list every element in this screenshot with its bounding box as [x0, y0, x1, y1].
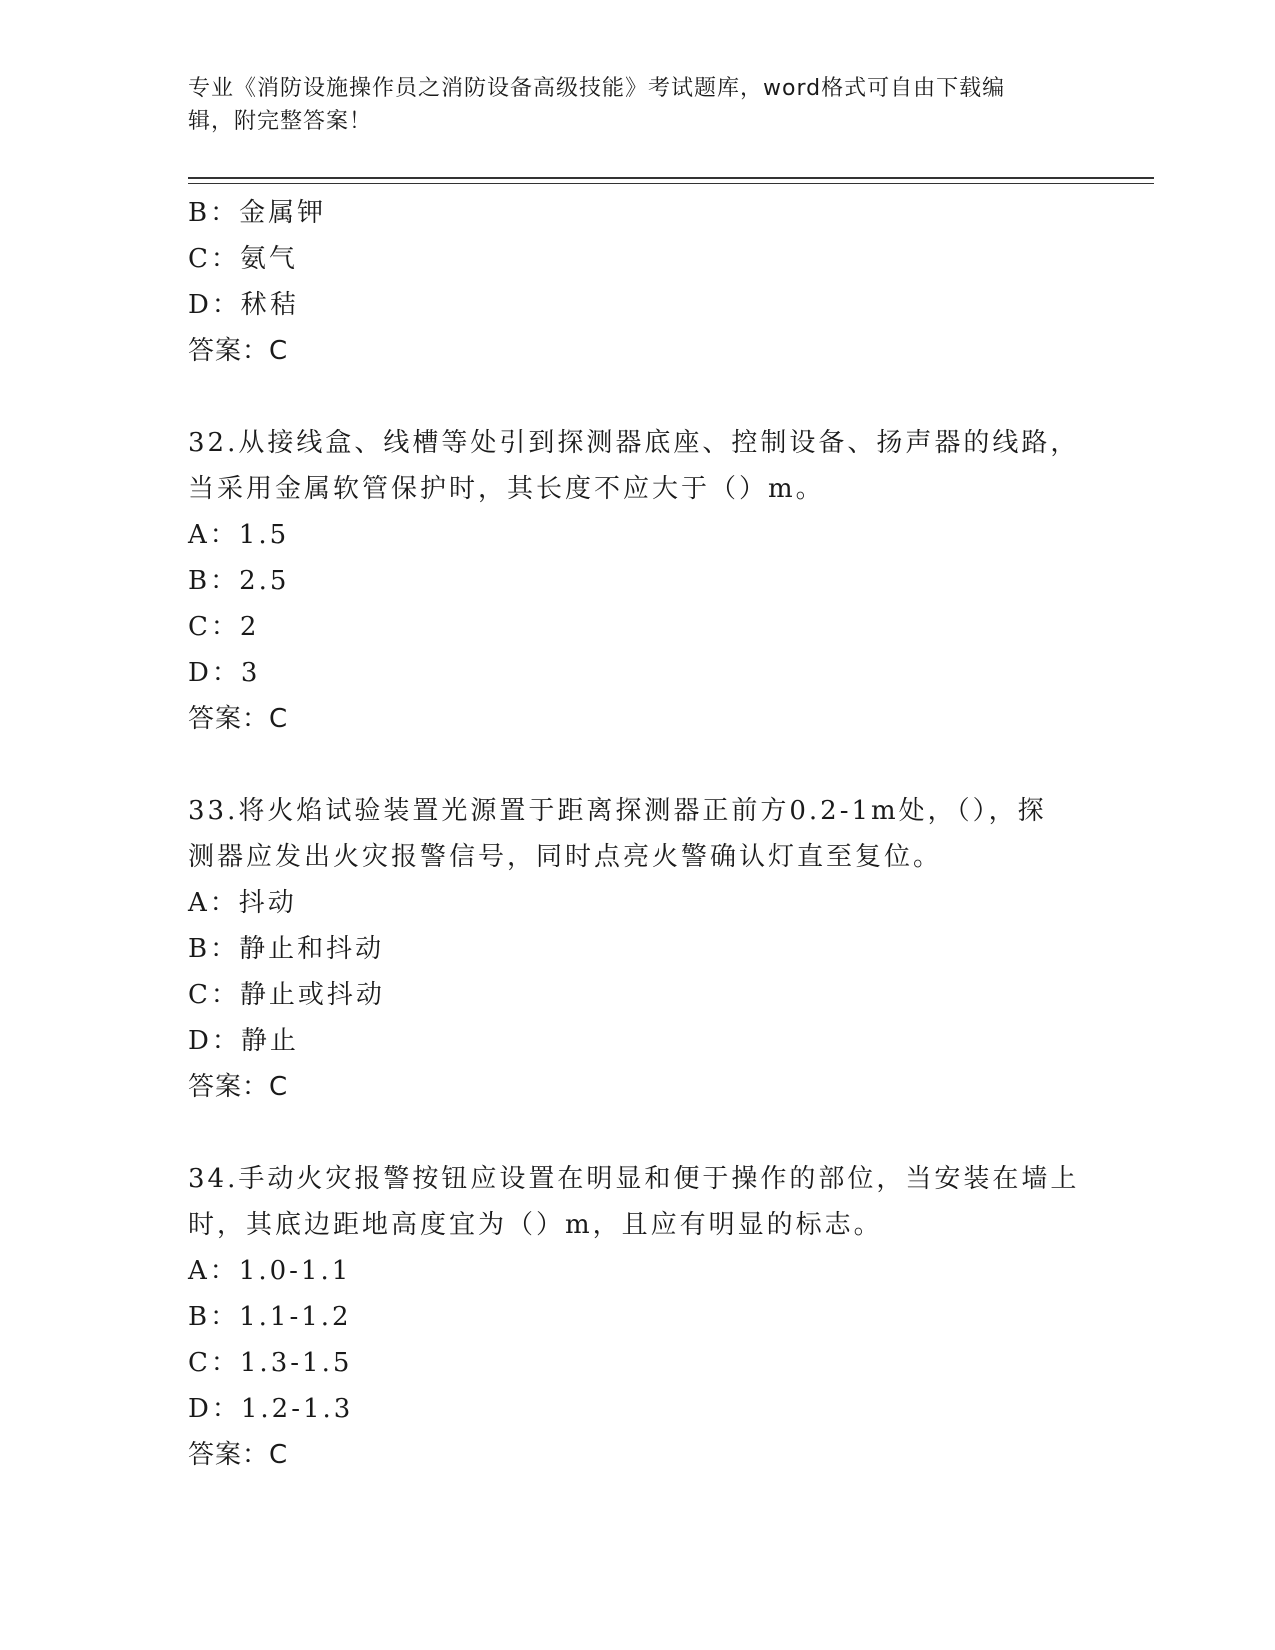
option-b: B：金属钾 [188, 198, 327, 228]
option-c: C：1.3-1.5 [188, 1348, 353, 1378]
header-line-2: 辑，附完整答案！ [188, 109, 373, 134]
question-stem-line-1: 33.将火焰试验装置光源置于距离探测器正前方0.2-1m处，（），探 [188, 796, 1047, 826]
option-c: C：2 [188, 612, 260, 642]
question-stem-line-1: 32.从接线盒、线槽等处引到探测器底座、控制设备、扬声器的线路， [188, 428, 1080, 458]
header-line-1: 专业《消防设施操作员之消防设备高级技能》考试题库，word格式可自由下载编 [188, 76, 1006, 101]
question-33 [188, 788, 1088, 1110]
question-stem-line-2: 测器应发出火灾报警信号，同时点亮火警确认灯直至复位。 [188, 842, 943, 872]
question-stem-line-1: 34.手动火灾报警按钮应设置在明显和便于操作的部位，当安装在墙上 [188, 1164, 1080, 1194]
option-a: A：1.5 [188, 520, 290, 550]
option-d: D：秫秸 [188, 290, 299, 320]
option-b: B：2.5 [188, 566, 290, 596]
option-b: B：1.1-1.2 [188, 1302, 352, 1332]
option-a: A：1.0-1.1 [188, 1256, 352, 1286]
option-b: B：静止和抖动 [188, 934, 385, 964]
question-31-continuation [188, 190, 1088, 374]
question-list [188, 190, 1088, 1478]
option-d: D：1.2-1.3 [188, 1394, 354, 1424]
header-divider-thin [188, 183, 1154, 184]
answer-line: 答案：C [188, 336, 289, 366]
option-d: D：静止 [188, 1026, 299, 1056]
header-divider-thick [188, 177, 1154, 179]
answer-line: 答案：C [188, 704, 289, 734]
option-d: D：3 [188, 658, 261, 688]
document-header [188, 72, 1078, 138]
question-34 [188, 1156, 1088, 1478]
option-a: A：抖动 [188, 888, 297, 918]
question-stem-line-2: 当采用金属软管保护时，其长度不应大于（）m。 [188, 474, 825, 504]
answer-line: 答案：C [188, 1440, 289, 1470]
question-stem-line-2: 时，其底边距地高度宜为（）m，且应有明显的标志。 [188, 1210, 883, 1240]
option-c: C：氨气 [188, 244, 298, 274]
answer-line: 答案：C [188, 1072, 289, 1102]
option-c: C：静止或抖动 [188, 980, 385, 1010]
question-32 [188, 420, 1088, 742]
